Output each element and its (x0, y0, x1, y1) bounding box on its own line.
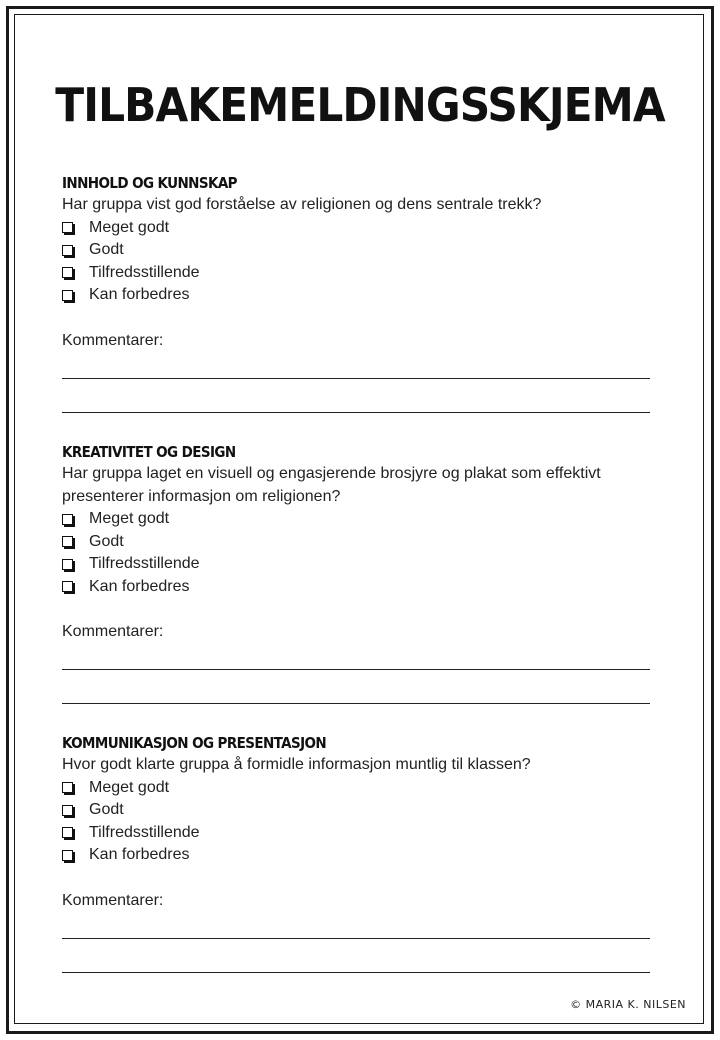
option-kan-forbedres[interactable] (62, 576, 662, 599)
page-title: TILBAKEMELDINGSSKJEMA (55, 78, 665, 132)
comments-label: Kommentarer: (62, 891, 164, 909)
checkbox-icon[interactable] (62, 514, 73, 525)
checkbox-icon[interactable] (62, 267, 73, 278)
option-tilfredsstillende[interactable] (62, 262, 662, 285)
option-label: Godt (89, 532, 124, 550)
comment-line[interactable] (62, 938, 650, 939)
section-question: Hvor godt klarte gruppa å formidle informasjon muntlig til klassen? (62, 756, 531, 773)
section-heading: INNHOLD OG KUNNSKAP (62, 174, 237, 192)
checkbox-icon[interactable] (62, 245, 73, 256)
option-meget-godt[interactable] (62, 508, 662, 531)
checkbox-icon[interactable] (62, 559, 73, 570)
copyright-footer: © MARIA K. NILSEN (570, 998, 686, 1011)
option-label: Tilfredsstillende (89, 263, 200, 281)
section-question: Har gruppa vist god forståelse av religionen og dens sentrale trekk? (62, 196, 542, 213)
option-meget-godt[interactable] (62, 217, 662, 240)
checkbox-icon[interactable] (62, 850, 73, 861)
section-heading: KREATIVITET OG DESIGN (62, 443, 236, 461)
checkbox-icon[interactable] (62, 782, 73, 793)
option-list (62, 508, 662, 598)
section-creativity-design (62, 441, 662, 704)
checkbox-icon[interactable] (62, 827, 73, 838)
option-tilfredsstillende[interactable] (62, 822, 662, 845)
option-label: Tilfredsstillende (89, 823, 200, 841)
option-kan-forbedres[interactable] (62, 844, 662, 867)
option-label: Kan forbedres (89, 286, 190, 304)
option-label: Meget godt (89, 510, 170, 528)
checkbox-icon[interactable] (62, 581, 73, 592)
comment-line[interactable] (62, 972, 650, 973)
option-list (62, 777, 662, 867)
option-godt[interactable] (62, 799, 662, 822)
section-communication-presentation (62, 732, 662, 973)
checkbox-icon[interactable] (62, 290, 73, 301)
option-tilfredsstillende[interactable] (62, 553, 662, 576)
option-label: Meget godt (89, 218, 170, 236)
option-meget-godt[interactable] (62, 777, 662, 800)
comments-label: Kommentarer: (62, 623, 164, 640)
comment-line[interactable] (62, 703, 650, 704)
option-label: Kan forbedres (89, 577, 190, 595)
checkbox-icon[interactable] (62, 805, 73, 816)
option-godt[interactable] (62, 239, 662, 262)
section-question: Har gruppa laget en visuell og engasjerende brosjyre og plakat som effektivt presenterer informasjon om religionen? (62, 465, 601, 505)
option-kan-forbedres[interactable] (62, 284, 662, 307)
comments-label: Kommentarer: (62, 331, 164, 349)
checkbox-icon[interactable] (62, 222, 73, 233)
option-label: Godt (89, 801, 124, 819)
option-label: Meget godt (89, 778, 170, 796)
option-godt[interactable] (62, 531, 662, 554)
checkbox-icon[interactable] (62, 536, 73, 547)
section-heading: KOMMUNIKASJON OG PRESENTASJON (62, 734, 327, 752)
option-list (62, 217, 662, 307)
option-label: Tilfredsstillende (89, 555, 200, 573)
comment-line[interactable] (62, 669, 650, 670)
section-content-knowledge (62, 172, 662, 413)
option-label: Godt (89, 241, 124, 259)
comment-line[interactable] (62, 412, 650, 413)
option-label: Kan forbedres (89, 846, 190, 864)
comment-line[interactable] (62, 378, 650, 379)
